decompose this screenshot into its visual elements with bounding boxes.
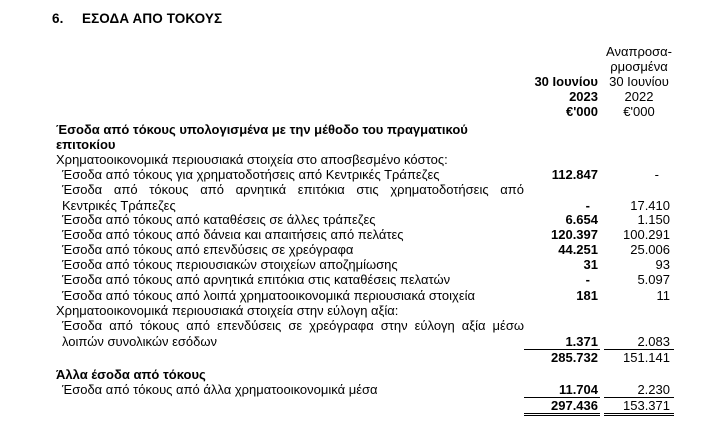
table-row-prev: 25.006 <box>630 242 670 257</box>
table-row-label-line1: Έσοδα από τόκους από επενδύσεις σε χρεόγραφα στην εύλογη αξία μέσω <box>62 318 524 333</box>
table-row-label: Έσοδα από τόκους για χρηματοδοτήσεις από Κεντρικές Τράπεζες <box>62 167 440 182</box>
table-row-label: Έσοδα από τόκους από επενδύσεις σε χρεόγραφα <box>62 242 354 257</box>
table-row-cur: 31 <box>583 257 598 272</box>
prev-col-header-year: 2022 <box>624 89 654 104</box>
prev-col-header-line1: Αναπροσα- <box>606 44 672 59</box>
table-row-label: Έσοδα από τόκους περιουσιακών στοιχείων αποζημίωσης <box>62 257 398 272</box>
table-row-prev: 1.150 <box>637 212 670 227</box>
table-row-label-line2: Κεντρικές Τράπεζες <box>62 198 176 213</box>
prev-col-header-unit: €'000 <box>623 104 655 119</box>
group1-heading-line2: επιτοκίου <box>56 137 116 152</box>
total-double-rule-cur-2 <box>524 415 600 416</box>
table-row-cur: 120.397 <box>551 227 598 242</box>
table-row-prev: 5.097 <box>637 272 670 287</box>
table-row-prev: 17.410 <box>630 198 670 213</box>
table-row-label: Έσοδα από τόκους από καταθέσεις σε άλλες τράπεζες <box>62 212 376 227</box>
subtotal-cur: 285.732 <box>551 350 598 365</box>
group1-heading-line1: Έσοδα από τόκους υπολογισμένα με την μέθοδο του πραγματικού <box>56 122 468 137</box>
total-double-rule-prev-2 <box>604 415 674 416</box>
table-row-cur: - <box>585 198 590 213</box>
group1-subheading-amortised: Χρηματοοικονομικά περιουσιακά στοιχεία στο αποσβεσμένο κόστος: <box>56 152 448 167</box>
subtotal-prev: 151.141 <box>623 350 670 365</box>
table-row-cur: 44.251 <box>558 242 598 257</box>
cur-col-header-year: 2023 <box>569 89 598 104</box>
table-row-label: Έσοδα από τόκους από αρνητικά επιτόκια στις καταθέσεις πελατών <box>62 272 451 287</box>
table-row-label: Έσοδα από τόκους από άλλα χρηματοοικονομικά μέσα <box>62 382 378 397</box>
prev-col-header-line2: ρμοσμένα <box>610 59 668 74</box>
total-prev: 153.371 <box>623 398 670 413</box>
table-row-prev: 93 <box>655 257 670 272</box>
table-row-prev: 2.083 <box>637 334 670 349</box>
cur-col-header-unit: €'000 <box>565 104 598 119</box>
table-row-prev: 2.230 <box>637 382 670 397</box>
table-row-label-line1: Έσοδα από τόκους από αρνητικά επιτόκια στις χρηματοδοτήσεις από <box>62 182 524 197</box>
section-title: ΕΣΟΔΑ ΑΠΟ ΤΟΚΟΥΣ <box>82 11 223 26</box>
group1-subheading-fair-value: Χρηματοοικονομικά περιουσιακά στοιχεία στην εύλογη αξία: <box>56 303 399 318</box>
group2-heading: Άλλα έσοδα από τόκους <box>56 367 206 382</box>
table-row-cur: 6.654 <box>565 212 598 227</box>
table-row-cur: 181 <box>576 288 598 303</box>
section-number: 6. <box>52 11 64 26</box>
table-row-cur: - <box>585 272 590 287</box>
cur-col-header-line1: 30 Ιουνίου <box>534 74 598 89</box>
table-row-cur: 11.704 <box>558 382 598 397</box>
total-double-rule-cur-1 <box>524 413 600 414</box>
table-row-prev: 11 <box>656 288 670 303</box>
table-row-label-line2: λοιπών συνολικών εσόδων <box>62 334 218 349</box>
table-row-prev: - <box>654 167 659 182</box>
prev-col-header-line3: 30 Ιουνίου <box>609 74 669 89</box>
table-row-label: Έσοδα από τόκους από λοιπά χρηματοοικονομικά περιουσιακά στοιχεία <box>62 288 476 303</box>
table-row-cur: 1.371 <box>565 334 598 349</box>
table-row-prev: 100.291 <box>623 227 670 242</box>
table-row-cur: 112.847 <box>551 167 598 182</box>
total-double-rule-prev-1 <box>604 413 674 414</box>
table-row-label: Έσοδα από τόκους από δάνεια και απαιτήσεις από πελάτες <box>62 227 404 242</box>
total-cur: 297.436 <box>551 398 598 413</box>
